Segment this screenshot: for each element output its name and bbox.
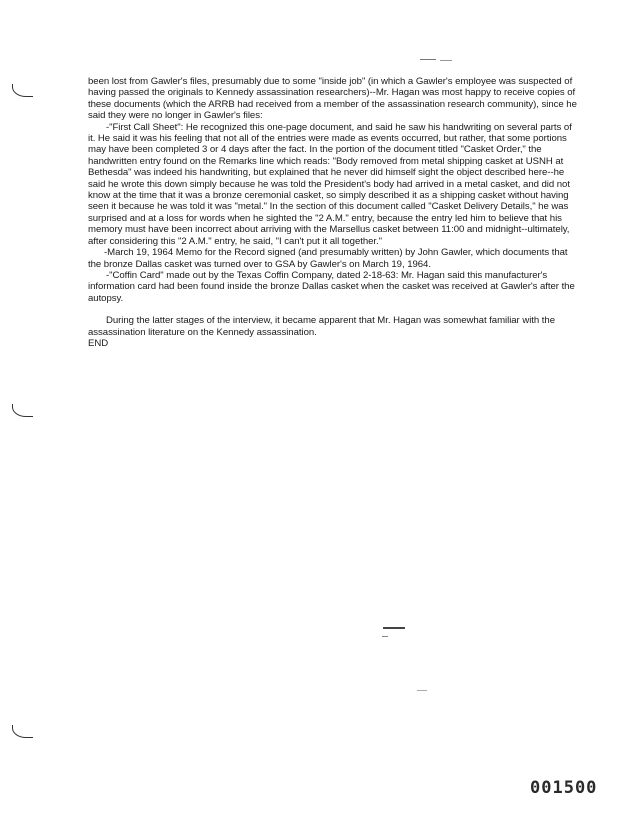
paragraph-memo-for-record: -March 19, 1964 Memo for the Record signed (and presumably written) by John Gawler, which documents that the bronze Dallas casket was turned over to GSA by Gawler's on March 19, 1964. <box>88 247 568 270</box>
punch-hole-mark-middle <box>12 404 33 417</box>
scan-speck <box>417 690 427 691</box>
scan-speck <box>382 636 388 637</box>
page-number-stamp: 001500 <box>530 778 598 798</box>
punch-hole-mark-top <box>12 84 33 97</box>
scan-speck <box>440 60 452 61</box>
document-body <box>88 76 578 349</box>
end-label: END <box>88 337 109 349</box>
scan-speck <box>420 59 436 60</box>
paragraph-first-call-sheet: -"First Call Sheet": He recognized this one-page document, and said he saw his handwriting on several parts of it. He said it was his feeling that not all of the entries were made as events occurred, but rather, that some portions may have been completed 3 or 4 days after the fact. In the portion of the document titled "Casket Order," the handwritten entry found on the Remarks line which reads: "Body removed from metal shipping casket at USNH at Bethesda" was indeed his handwriting, but explained that he never did himself sight the object described here--he said he wrote this down simply because he was told the President's body had arrived in a metal casket, and did not know at the time that it was a bronze ceremonial casket, so simply described it as a shipping casket without having seen it because he was told it was "metal." In the section of this document called "Casket Delivery Details," he was surprised and at a loss for words when he sighted the "2 A.M." entry, because the entry led him to believe that his memory must have been incorrect about arriving with the Marsellus casket between 11:00 and midnight--ultimately, after considering this "2 A.M." entry, he said, "I can't put it all together." <box>88 121 572 247</box>
paragraph-closing: During the latter stages of the interview, it became apparent that Mr. Hagan was somewhat familiar with the assassination literature on the Kennedy assassination. <box>88 315 555 338</box>
paragraph-gap <box>88 304 578 315</box>
scan-speck <box>383 627 405 629</box>
punch-hole-mark-bottom <box>12 725 33 738</box>
paragraph-continuation: been lost from Gawler's files, presumably due to some "inside job" (in which a Gawler's employee was suspected of having passed the originals to Kennedy assassination researchers)--Mr. Hagan was most happy to receive copies of these documents (which the ARRB had received from a member of the assassination research community), since he said they were no longer in Gawler's files: <box>88 76 577 122</box>
paragraph-coffin-card: -"Coffin Card" made out by the Texas Coffin Company, dated 2-18-63: Mr. Hagan said this manufacturer's information card had been found inside the bronze Dallas casket when the casket was received at Gawler's after the autopsy. <box>88 269 575 304</box>
